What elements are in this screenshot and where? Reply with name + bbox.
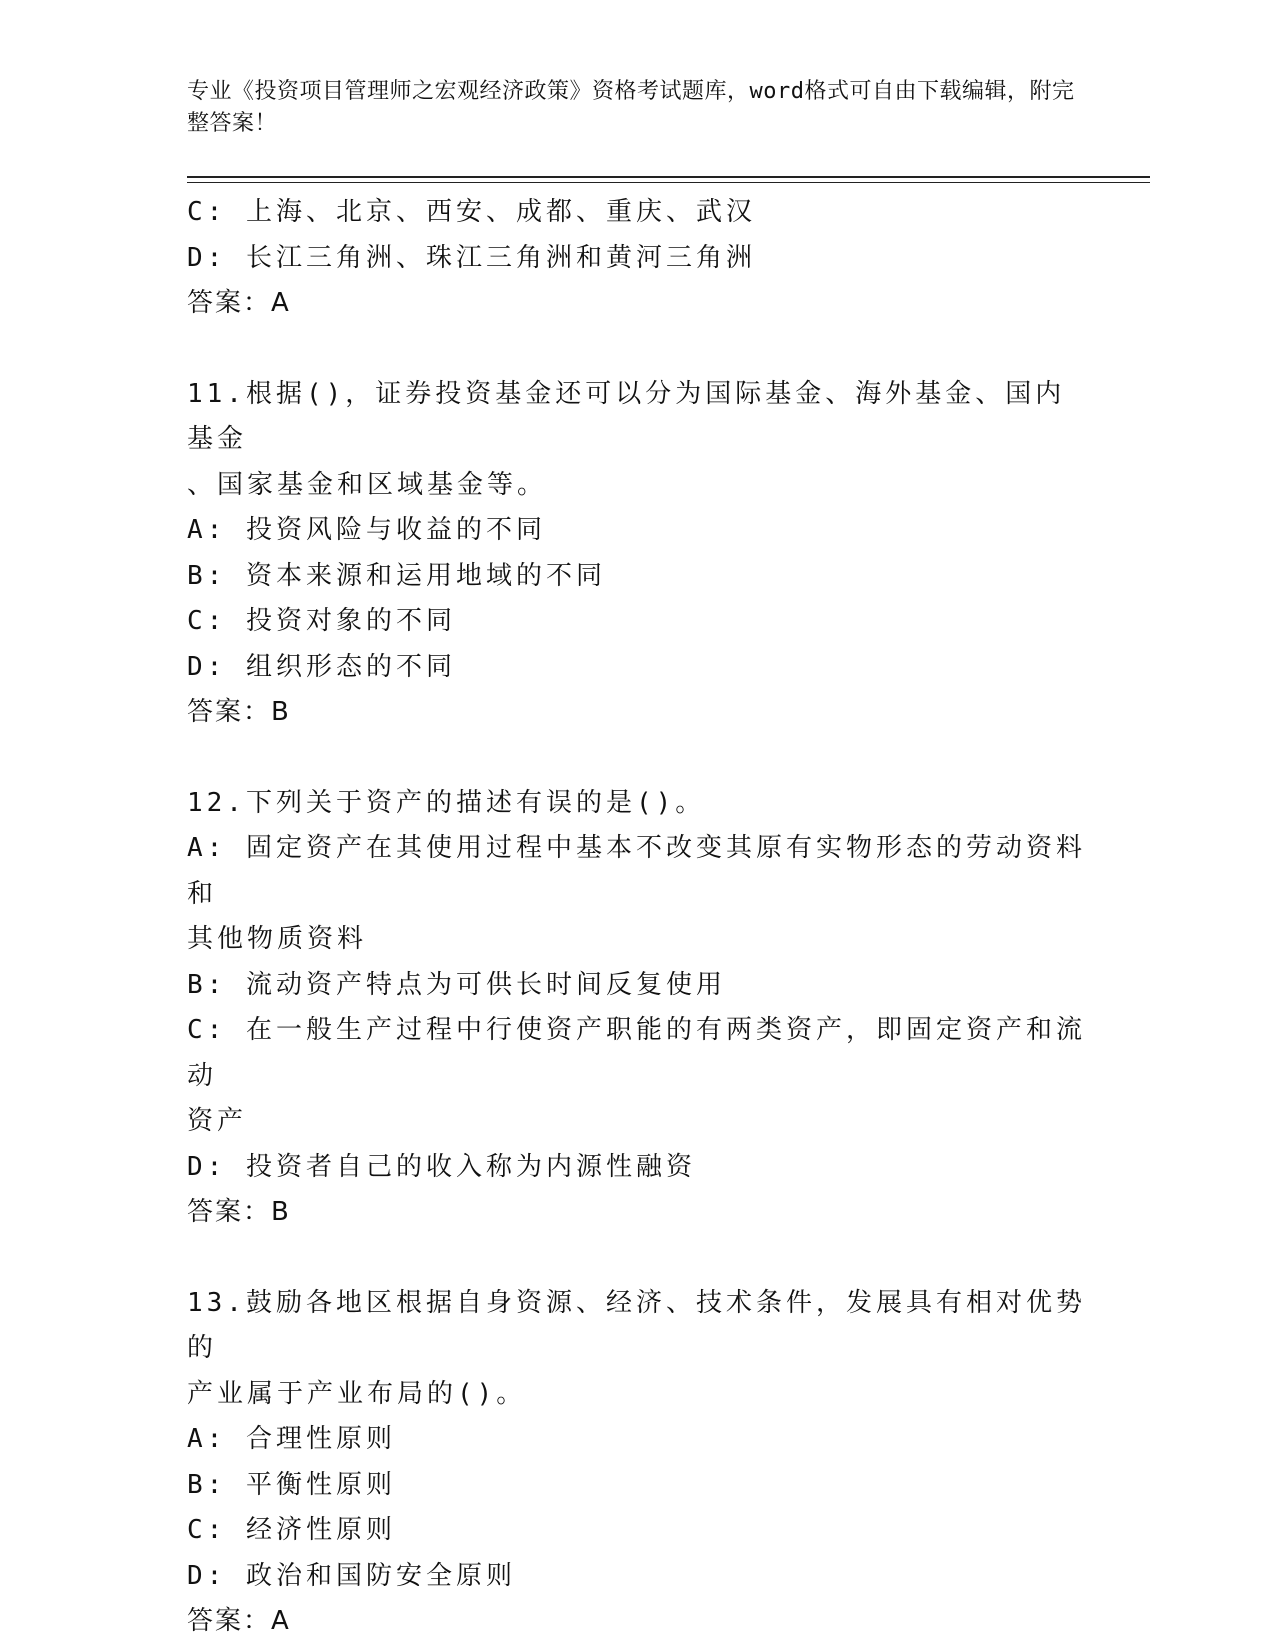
header-divider-thick — [187, 176, 1150, 178]
option-c: C: 上海、北京、西安、成都、重庆、武汉 — [187, 197, 756, 227]
option-a: A: 固定资产在其使用过程中基本不改变其原有实物形态的劳动资料和 — [187, 833, 1086, 909]
question-stem-line: 11.根据()，证券投资基金还可以分为国际基金、海外基金、国内基金 — [187, 378, 1066, 454]
option-a: A: 合理性原则 — [187, 1424, 396, 1454]
option-c: C: 在一般生产过程中行使资产职能的有两类资产，即固定资产和流动 — [187, 1015, 1086, 1091]
option-d: D: 政治和国防安全原则 — [187, 1560, 516, 1591]
option-d: D: 长江三角洲、珠江三角洲和黄河三角洲 — [187, 242, 756, 273]
header-divider-thin — [187, 182, 1150, 183]
answer-line: 答案：B — [187, 697, 291, 727]
question-stem-line: 产业属于产业布局的()。 — [187, 1378, 527, 1409]
question-12 — [187, 781, 1087, 1236]
option-c: C: 经济性原则 — [187, 1515, 396, 1545]
option-c: C: 投资对象的不同 — [187, 606, 456, 636]
question-list — [187, 190, 1087, 1645]
option-a-continued: 其他物质资料 — [187, 924, 368, 954]
option-a: A: 投资风险与收益的不同 — [187, 515, 546, 545]
question-13 — [187, 1281, 1087, 1645]
question-stem-line: 、国家基金和区域基金等。 — [187, 469, 548, 500]
question-stem-line: 12.下列关于资产的描述有误的是()。 — [187, 787, 706, 818]
option-d: D: 投资者自己的收入称为内源性融资 — [187, 1151, 696, 1182]
option-b: B: 平衡性原则 — [187, 1469, 396, 1500]
question-stem-line: 13.鼓励各地区根据自身资源、经济、技术条件，发展具有相对优势的 — [187, 1287, 1086, 1363]
document-header: 专业《投资项目管理师之宏观经济政策》资格考试题库，word格式可自由下载编辑，附完整答案！ — [187, 79, 1075, 136]
option-c-continued: 资产 — [187, 1106, 248, 1136]
option-b: B: 资本来源和运用地域的不同 — [187, 560, 606, 591]
answer-line: 答案：A — [187, 1606, 291, 1636]
question-fragment — [187, 190, 1087, 327]
answer-line: 答案：A — [187, 288, 291, 318]
option-d: D: 组织形态的不同 — [187, 651, 456, 682]
question-11 — [187, 372, 1087, 736]
answer-line: 答案：B — [187, 1197, 291, 1227]
option-b: B: 流动资产特点为可供长时间反复使用 — [187, 969, 726, 1000]
